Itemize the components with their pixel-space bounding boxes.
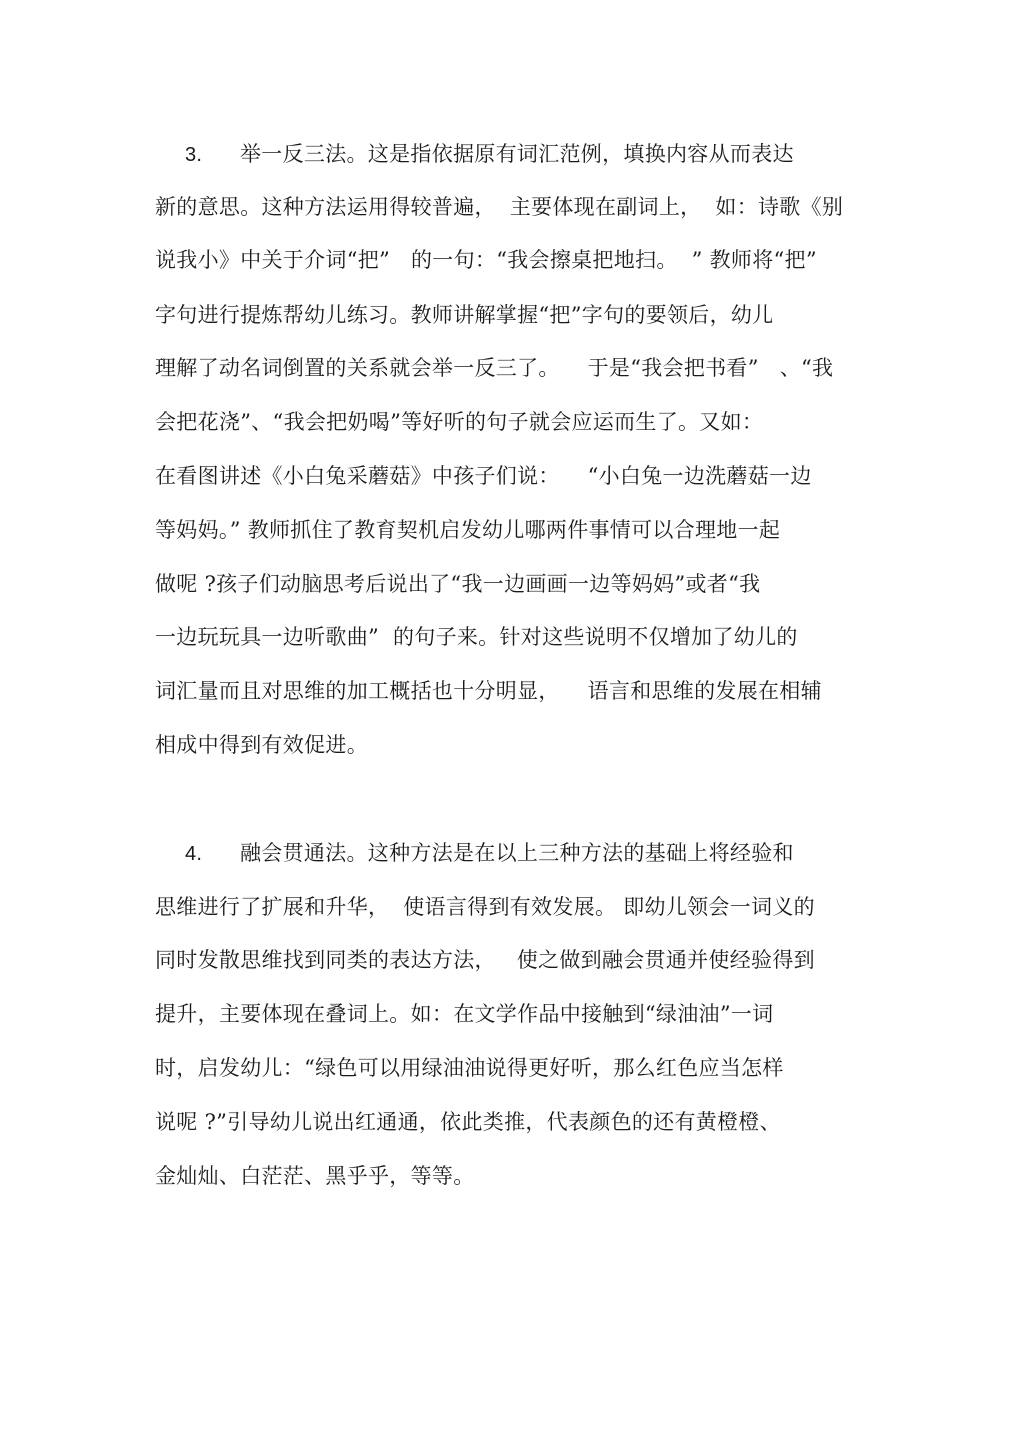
paragraph-line: 相成中得到有效促进。 — [155, 733, 368, 757]
paragraph-line: 时，启发幼儿：“绿色可以用绿油油说得更好听，那么红色应当怎样 — [155, 1056, 784, 1080]
section-3-number: 3. — [185, 144, 203, 166]
paragraph-line: 会把花浇”、“我会把奶喝”等好听的句子就会应运而生了。又如： — [155, 410, 764, 434]
paragraph-line: 字句进行提炼帮幼儿练习。教师讲解掌握“把”字句的要领后，幼儿 — [155, 303, 774, 327]
section-4-number: 4. — [185, 843, 203, 865]
paragraph-line: 融会贯通法。这种方法是在以上三种方法的基础上将经验和 — [240, 841, 794, 865]
paragraph-line: 说呢 ?”引导幼儿说出红通通，依此类推，代表颜色的还有黄橙橙、 — [155, 1110, 781, 1134]
paragraph-line: 同时发散思维找到同类的表达方法， 使之做到融会贯通并使经验得到 — [155, 948, 815, 972]
paragraph-line: 等妈妈。” 教师抓住了教育契机启发幼儿哪两件事情可以合理地一起 — [155, 518, 781, 542]
paragraph-line: 金灿灿、白茫茫、黑乎乎，等等。 — [155, 1164, 475, 1188]
paragraph-line: 说我小》中关于介词“把” 的一句：“我会擦桌把地扫。 ” 教师将“把” — [155, 248, 817, 272]
paragraph-line: 在看图讲述《小白兔采蘑菇》中孩子们说： “小白兔一边洗蘑菇一边 — [155, 464, 812, 488]
paragraph-line: 词汇量而且对思维的加工概括也十分明显， 语言和思维的发展在相辅 — [155, 679, 822, 703]
paragraph-line: 做呢 ?孩子们动脑思考后说出了“我一边画画一边等妈妈”或者“我 — [155, 572, 761, 596]
paragraph-line: 新的意思。这种方法运用得较普遍， 主要体现在副词上， 如：诗歌《别 — [155, 195, 844, 219]
paragraph-line: 思维进行了扩展和升华， 使语言得到有效发展。 即幼儿领会一词义的 — [155, 895, 815, 919]
paragraph-line: 举一反三法。这是指依据原有词汇范例，填换内容从而表达 — [240, 142, 794, 166]
paragraph-line: 理解了动名词倒置的关系就会举一反三了。 于是“我会把书看” 、“我 — [155, 356, 834, 380]
paragraph-line: 一边玩玩具一边听歌曲” 的句子来。针对这些说明不仅增加了幼儿的 — [155, 625, 798, 649]
paragraph-line: 提升，主要体现在叠词上。如：在文学作品中接触到“绿油油”一词 — [155, 1002, 774, 1026]
